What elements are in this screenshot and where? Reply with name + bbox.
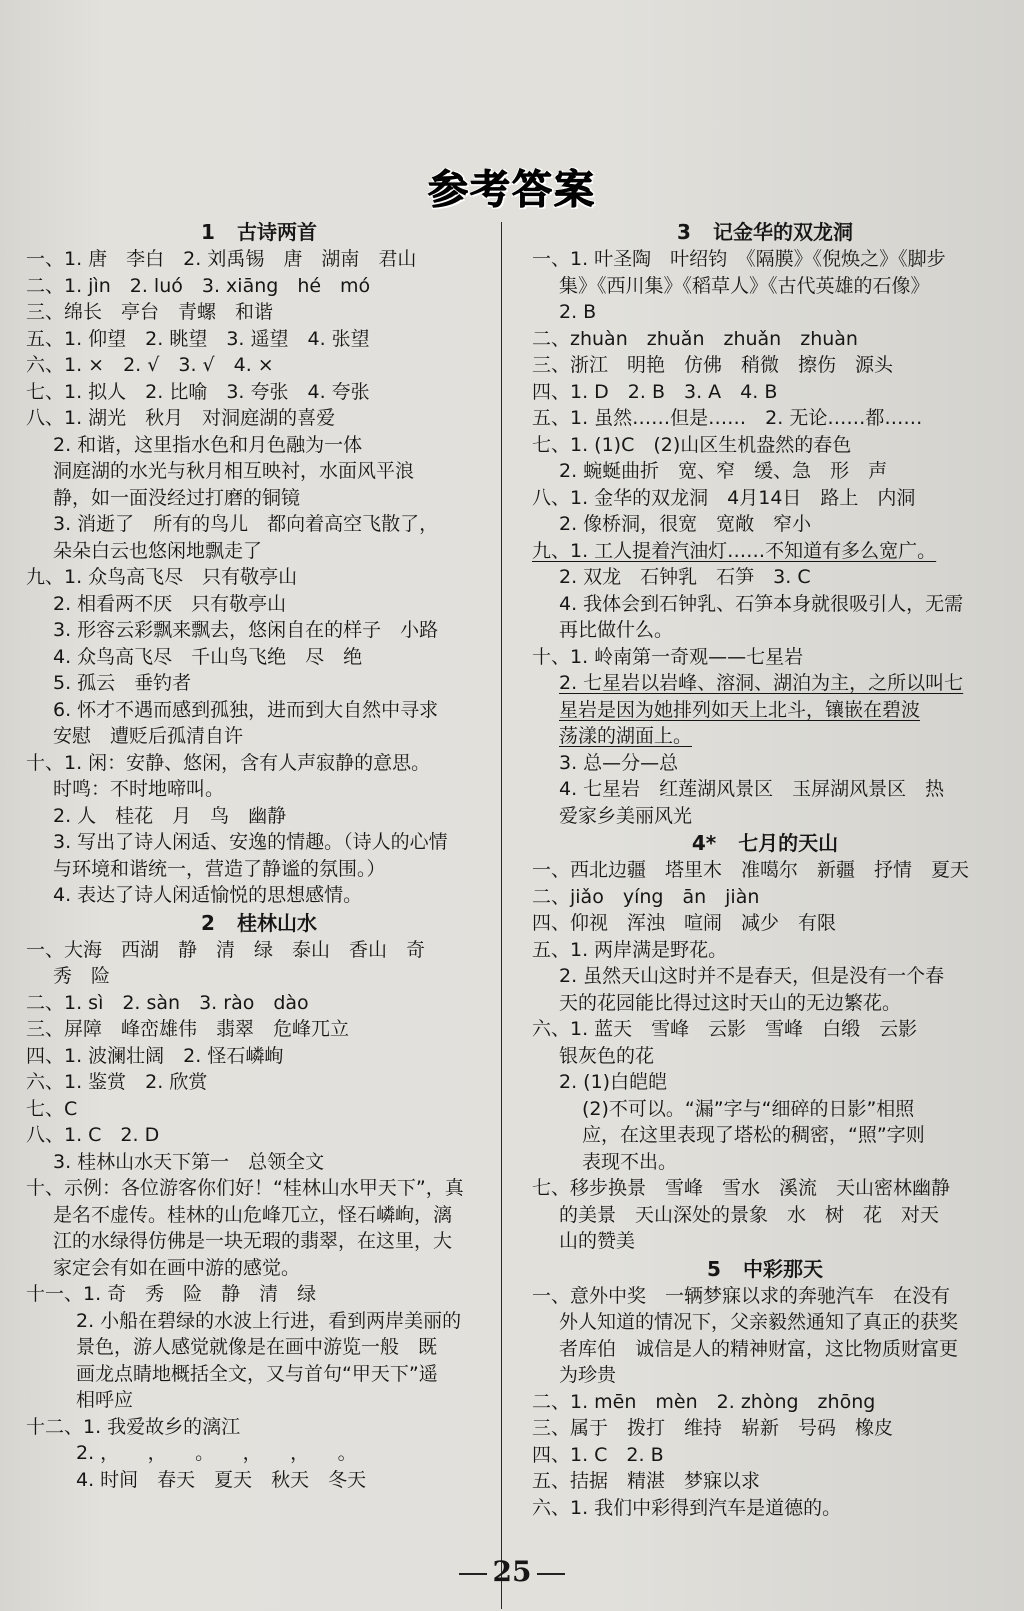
- answer-line: 2. (1)白皑皑: [559, 1071, 668, 1093]
- answer-line: 再比做什么。: [559, 619, 674, 641]
- dash-right: [537, 1573, 565, 1575]
- left-column: [26, 218, 492, 1493]
- answer-line: 家定会有如在画中游的感觉。: [53, 1256, 301, 1279]
- answer-line: 十、1. 岭南第一奇观——七星岩: [532, 645, 804, 668]
- answer-line: (2)不可以。“漏”字与“细碎的日影”相照: [582, 1097, 915, 1120]
- answer-line: 七、移步换景 雪峰 雪水 溪流 天山密林幽静: [532, 1177, 951, 1199]
- answer-line: 二、jiǎo yíng ān jiàn: [532, 885, 760, 908]
- answer-line: 银灰色的花: [559, 1044, 655, 1067]
- answer-line: 3. 写出了诗人闲适、安逸的情趣。（诗人的心情: [53, 831, 448, 853]
- answer-line: 二、1. jìn 2. luó 3. xiāng hé mó: [26, 274, 371, 297]
- answer-line: 表现不出。: [582, 1150, 678, 1173]
- answer-line: 星岩是因为她排列如天上北斗，镶嵌在碧波: [559, 698, 921, 721]
- answer-line: 2. 和谐，这里指水色和月色融为一体: [53, 433, 363, 456]
- answer-line: 秀 险: [53, 965, 111, 987]
- answer-line: 2. 人 桂花 月 鸟 幽静: [53, 804, 287, 827]
- answer-line: 安慰 遭贬后孤清自许: [53, 725, 244, 747]
- section-title: 2 桂林山水: [201, 910, 317, 935]
- answer-line: 4. 众鸟高飞尽 千山鸟飞绝 尽 绝: [53, 645, 363, 668]
- answer-line: 集》《西川集》《稻草人》《古代英雄的石像》: [559, 274, 930, 297]
- answer-line: 2. 蜿蜒曲折 宽、窄 缓、急 形 声: [559, 460, 888, 482]
- answer-line: 是名不虚传。桂林的山危峰兀立，怪石嶙峋，漓: [53, 1203, 453, 1226]
- answer-line: 六、1. 鉴赏 2. 欣赏: [26, 1071, 208, 1093]
- answer-line: 二、1. mēn mèn 2. zhòng zhōng: [532, 1390, 876, 1413]
- column-divider: [501, 222, 502, 1609]
- answer-line: 四、1. 波澜壮阔 2. 怪石嶙峋: [26, 1044, 284, 1067]
- answer-line: 2. 小船在碧绿的水波上行进，看到两岸美丽的: [76, 1309, 462, 1332]
- answer-line: 荡漾的湖面上。: [559, 725, 693, 747]
- answer-line: 外人知道的情况下，父亲毅然通知了真正的获奖: [559, 1311, 959, 1333]
- answer-line: 十一、1. 奇 秀 险 静 清 绿: [26, 1283, 317, 1305]
- answer-line: 三、绵长 亭台 青螺 和谐: [26, 301, 274, 323]
- answer-line: 六、1. 我们中彩得到汽车是道德的。: [532, 1496, 842, 1519]
- answer-line: 山的赞美: [559, 1230, 636, 1252]
- answer-line: 十、示例：各位游客你们好！“桂林山水甲天下”，真: [26, 1177, 464, 1199]
- section-title: 1 古诗两首: [201, 220, 317, 244]
- answer-line: 者库伯 诚信是人的精神财富，这比物质财富更: [559, 1337, 959, 1360]
- answer-line: 3. 消逝了 所有的鸟儿 都向着高空飞散了，: [53, 513, 439, 535]
- answer-line: 四、1. D 2. B 3. A 4. B: [532, 380, 778, 403]
- answer-line: 四、1. C 2. B: [532, 1443, 664, 1466]
- answer-line: 3. 桂林山水天下第一 总领全文: [53, 1150, 325, 1173]
- answer-line: 十、1. 闲：安静、悠闲，含有人声寂静的意思。: [26, 751, 431, 774]
- answer-line: 2. ， ， 。 ， ， 。: [76, 1442, 357, 1464]
- answer-line: 4. 我体会到石钟乳、石笋本身就很吸引人，无需: [559, 592, 964, 615]
- answer-line: 爱家乡美丽风光: [559, 804, 693, 827]
- answer-line: 五、1. 两岸满是野花。: [532, 938, 728, 961]
- answer-line: 九、1. 工人提着汽油灯……不知道有多么宽广。: [532, 539, 937, 562]
- answer-line: 2. 七星岩以岩峰、溶洞、湖泊为主，之所以叫七: [559, 672, 964, 694]
- page-title: 参考答案: [428, 167, 596, 213]
- section-title: 4* 七月的天山: [691, 831, 839, 855]
- answer-line: 五、拮据 精湛 梦寐以求: [532, 1470, 761, 1492]
- answer-line: 四、仰视 浑浊 喧闹 减少 有限: [532, 912, 837, 934]
- answer-line: 为珍贵: [559, 1364, 617, 1386]
- answer-line: 三、浙江 明艳 仿佛 稍微 擦伤 源头: [532, 354, 894, 376]
- answer-line: 一、西北边疆 塔里木 准噶尔 新疆 抒情 夏天: [532, 859, 970, 881]
- section-title: 3 记金华的双龙洞: [677, 220, 853, 244]
- answer-line: 七、1. (1)C (2)山区生机盎然的春色: [532, 433, 852, 456]
- answer-line: 十二、1. 我爱故乡的漓江: [26, 1415, 241, 1438]
- answer-line: 八、1. 湖光 秋月 对洞庭湖的喜爱: [26, 407, 336, 429]
- answer-line: 二、zhuàn zhuǎn zhuǎn zhuàn: [532, 327, 858, 350]
- answer-line: 4. 时间 春天 夏天 秋天 冬天: [76, 1468, 367, 1491]
- answer-line: 3. 总—分—总: [559, 751, 679, 774]
- answer-line: 时鸣：不时地啼叫。: [53, 778, 225, 800]
- answer-line: 与环境和谐统一，营造了静谧的氛围。）: [53, 857, 386, 880]
- answer-line: 应，在这里表现了塔松的稠密，“照”字则: [582, 1124, 925, 1146]
- answer-line: 江的水绿得仿佛是一块无瑕的翡翠，在这里，大: [53, 1230, 453, 1252]
- answer-line: 一、意外中奖 一辆梦寐以求的奔驰汽车 在没有: [532, 1284, 951, 1307]
- answer-line: 六、1. 蓝天 雪峰 云影 雪峰 白缎 云影: [532, 1018, 918, 1040]
- answer-line: 八、1. C 2. D: [26, 1124, 160, 1146]
- answer-line: 七、C: [26, 1097, 78, 1120]
- answer-line: 的美景 天山深处的景象 水 树 花 对天: [559, 1203, 940, 1226]
- section-title: 5 中彩那天: [707, 1256, 823, 1281]
- answer-line: 4. 表达了诗人闲适愉悦的思想感情。: [53, 884, 363, 906]
- answer-line: 静，如一面没经过打磨的铜镜: [53, 486, 301, 509]
- answer-line: 洞庭湖的水光与秋月相互映衬，水面风平浪: [53, 460, 415, 482]
- answer-line: 4. 七星岩 红莲湖风景区 玉屏湖风景区 热: [559, 778, 945, 800]
- answer-line: 七、1. 拟人 2. 比喻 3. 夸张 4. 夸张: [26, 380, 370, 403]
- answer-line: 2. 相看两不厌 只有敬亭山: [53, 592, 287, 615]
- answer-line: 画龙点睛地概括全文，又与首句“甲天下”遥: [76, 1362, 438, 1385]
- answer-line: 3. 形容云彩飘来飘去，悠闲自在的样子 小路: [53, 619, 439, 641]
- answer-line: 2. B: [559, 301, 597, 323]
- answer-line: 一、1. 叶圣陶 叶绍钧 《隔膜》《倪焕之》《脚步: [532, 248, 946, 270]
- right-column: [532, 218, 998, 1521]
- answer-line: 相呼应: [76, 1389, 134, 1411]
- answer-line: 八、1. 金华的双龙洞 4月14日 路上 内洞: [532, 486, 916, 509]
- page-number: 25: [0, 1555, 1024, 1588]
- answer-line: 一、大海 西湖 静 清 绿 泰山 香山 奇: [26, 938, 426, 961]
- dash-left: [459, 1573, 487, 1575]
- answer-line: 景色，游人感觉就像是在画中游览一般 既: [76, 1336, 438, 1358]
- answer-line: 6. 怀才不遇而感到孤独，进而到大自然中寻求: [53, 698, 439, 721]
- answer-line: 天的花园能比得过这时天山的无边繁花。: [559, 991, 902, 1014]
- answer-line: 5. 孤云 垂钓者: [53, 672, 192, 694]
- answer-line: 一、1. 唐 李白 2. 刘禹锡 唐 湖南 君山: [26, 248, 417, 270]
- answer-line: 2. 像桥洞，很宽 宽敞 窄小: [559, 513, 812, 535]
- answer-line: 2. 虽然天山这时并不是春天，但是没有一个春: [559, 965, 945, 987]
- answer-line: 三、屏障 峰峦雄伟 翡翠 危峰兀立: [26, 1018, 350, 1040]
- answer-line: 五、1. 仰望 2. 眺望 3. 遥望 4. 张望: [26, 327, 370, 350]
- answer-line: 九、1. 众鸟高飞尽 只有敬亭山: [26, 566, 298, 588]
- answer-line: 2. 双龙 石钟乳 石笋 3. C: [559, 566, 811, 588]
- answer-line: 二、1. sì 2. sàn 3. rào dào: [26, 991, 309, 1014]
- answer-line: 六、1. × 2. √ 3. √ 4. ×: [26, 354, 274, 376]
- answer-line: 朵朵白云也悠闲地飘走了: [53, 539, 263, 562]
- answer-line: 三、属于 拨打 维持 崭新 号码 橡皮: [532, 1417, 894, 1439]
- answer-line: 五、1. 虽然……但是…… 2. 无论……都……: [532, 407, 923, 429]
